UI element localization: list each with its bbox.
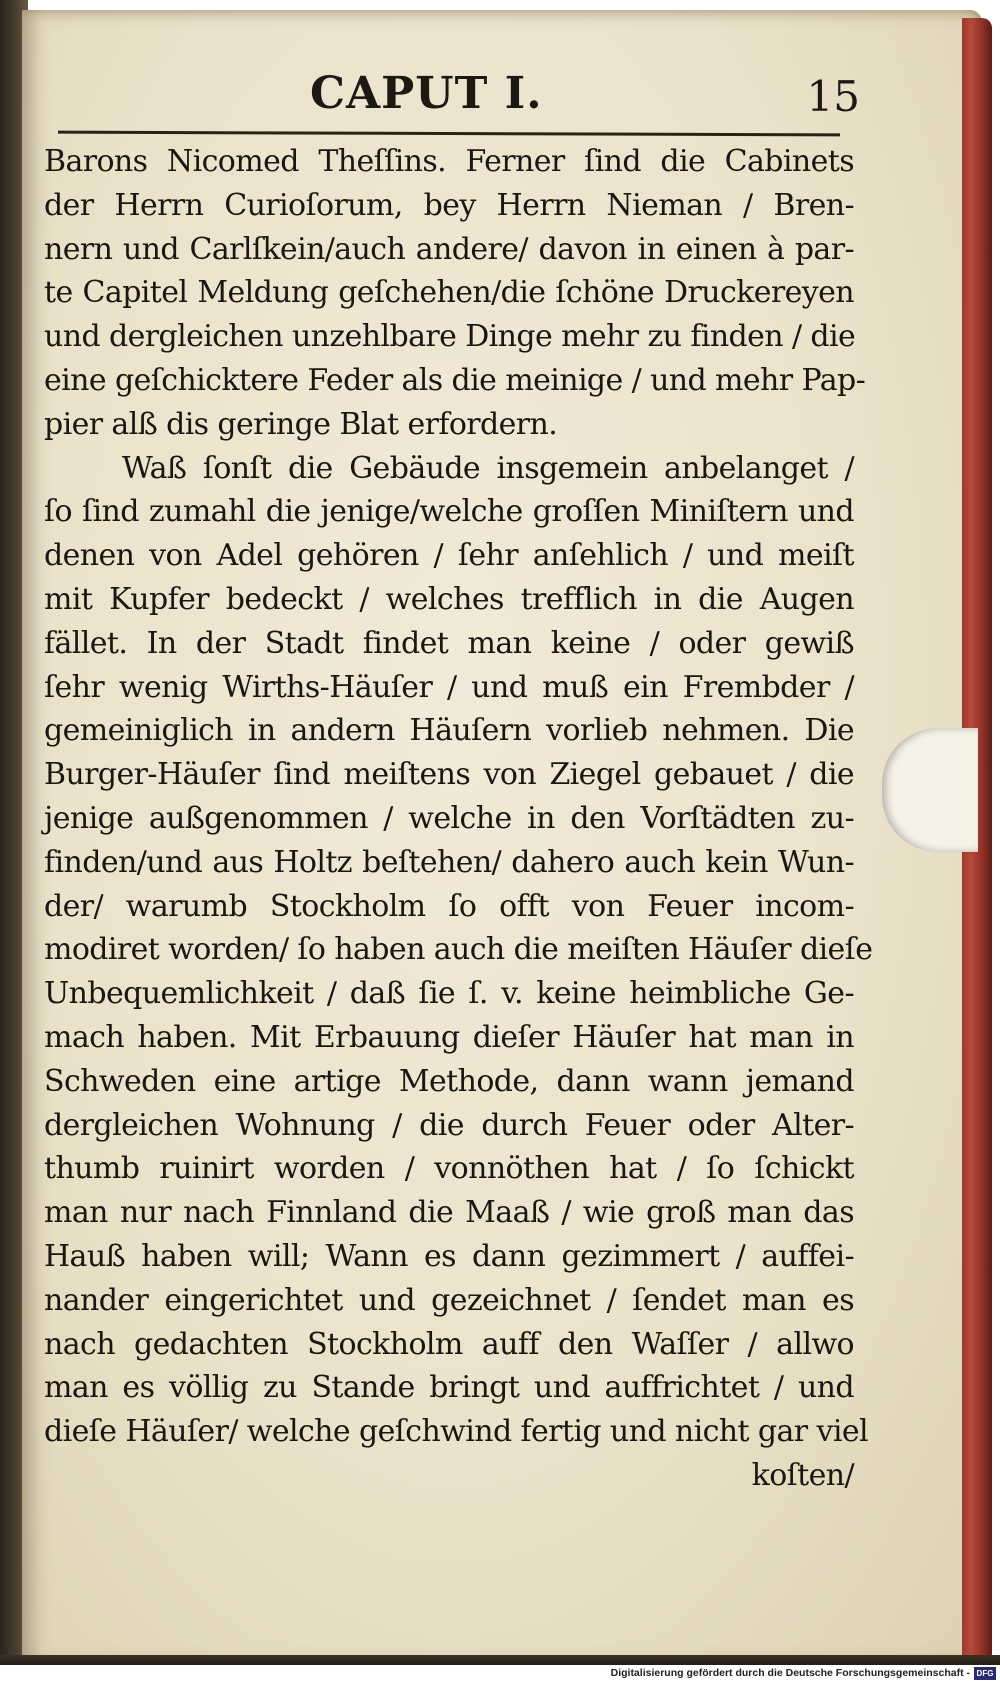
text-line: nach gedachten Stockholm auff den Waſſer / allwo [44, 1326, 854, 1362]
text-line: ſo ſind zumahl die jenige/welche groſſen Miniſtern und [44, 494, 854, 530]
text-line: mach haben. Mit Erbauung dieſer Häuſer hat man in [44, 1019, 854, 1055]
text-line: jenige außgenommen / welche in den Vorſtädten zu- [44, 800, 854, 836]
text-line: eine geſchicktere Feder als die meinige / und mehr Pap- [44, 362, 866, 398]
text-line: denen von Adel gehören / ſehr anſehlich / und meiſt [44, 538, 854, 574]
text-line: nern und Carlſkein/auch andere/ davon in einen à par- [44, 231, 854, 267]
text-line: thumb ruinirt worden / vonnöthen hat / ſo ſchickt [44, 1151, 854, 1187]
body-text [44, 140, 873, 1498]
text-line: te Capitel Meldung geſchehen/die ſchöne Druckereyen [44, 275, 854, 311]
catchword: koſten/ [751, 1457, 854, 1493]
page-number: 15 [806, 72, 860, 121]
text-line: Burger-Häuſer ſind meiſtens von Ziegel gebauet / die [44, 757, 854, 793]
text-line: fället. In der Stadt findet man keine / oder gewiß [44, 625, 854, 661]
running-head: CAPUT I. [310, 68, 543, 119]
text-line: und dergleichen unzehlbare Dinge mehr zu finden / die [44, 319, 856, 355]
text-line: mit Kupfer bedeckt / welches trefflich in die Augen [44, 581, 854, 617]
text-line: gemeiniglich in andern Häuſern vorlieb nehmen. Die [44, 713, 854, 749]
text-line: pier alß dis geringe Blat erfordern. [44, 406, 558, 442]
text-line: man nur nach Finnland die Maaß / wie groß man das [44, 1195, 854, 1231]
text-line: der/ warumb Stockholm ſo offt von Feuer incom- [44, 888, 854, 924]
text-line: finden/und aus Holtz beſtehen/ dahero auch kein Wun- [44, 844, 854, 880]
text-line: dieſe Häuſer/ welche geſchwind fertig und nicht gar viel [44, 1414, 868, 1450]
thumb-tab-notch [882, 728, 978, 852]
text-line: modiret worden/ ſo haben auch die meiſten Häuſer dieſe [44, 932, 873, 968]
text-line: Hauß haben will; Wann es dann gezimmert / auffei- [44, 1238, 854, 1274]
digitization-footer [0, 1665, 1000, 1683]
text-line: nander eingerichtet und gezeichnet / ſendet man es [44, 1282, 854, 1318]
footer-credit: Digitalisierung gefördert durch die Deutsche Forschungsgemeinschaft - [610, 1667, 970, 1679]
text-line: Barons Nicomed Theſſins. Ferner ſind die Cabinets [44, 144, 854, 179]
page-header [40, 68, 860, 128]
text-line: Schweden eine artige Methode, dann wann jemand [44, 1063, 854, 1099]
text-line: man es völlig zu Stande bringt und auffrichtet / und [44, 1370, 854, 1406]
text-line: Unbequemlichkeit / daß ſie ſ. v. keine heimbliche Ge- [44, 976, 854, 1012]
text-line: dergleichen Wohnung / die durch Feuer oder Alter- [44, 1107, 854, 1143]
text-line: ſehr wenig Wirths-Häuſer / und muß ein Frembder / [44, 669, 854, 705]
text-line: Waß ſonſt die Gebäude insgemein anbelanget / [122, 450, 854, 486]
text-line: der Herrn Curioſorum, bey Herrn Nieman / Bren- [44, 187, 854, 223]
dfg-logo: DFG [974, 1667, 996, 1680]
